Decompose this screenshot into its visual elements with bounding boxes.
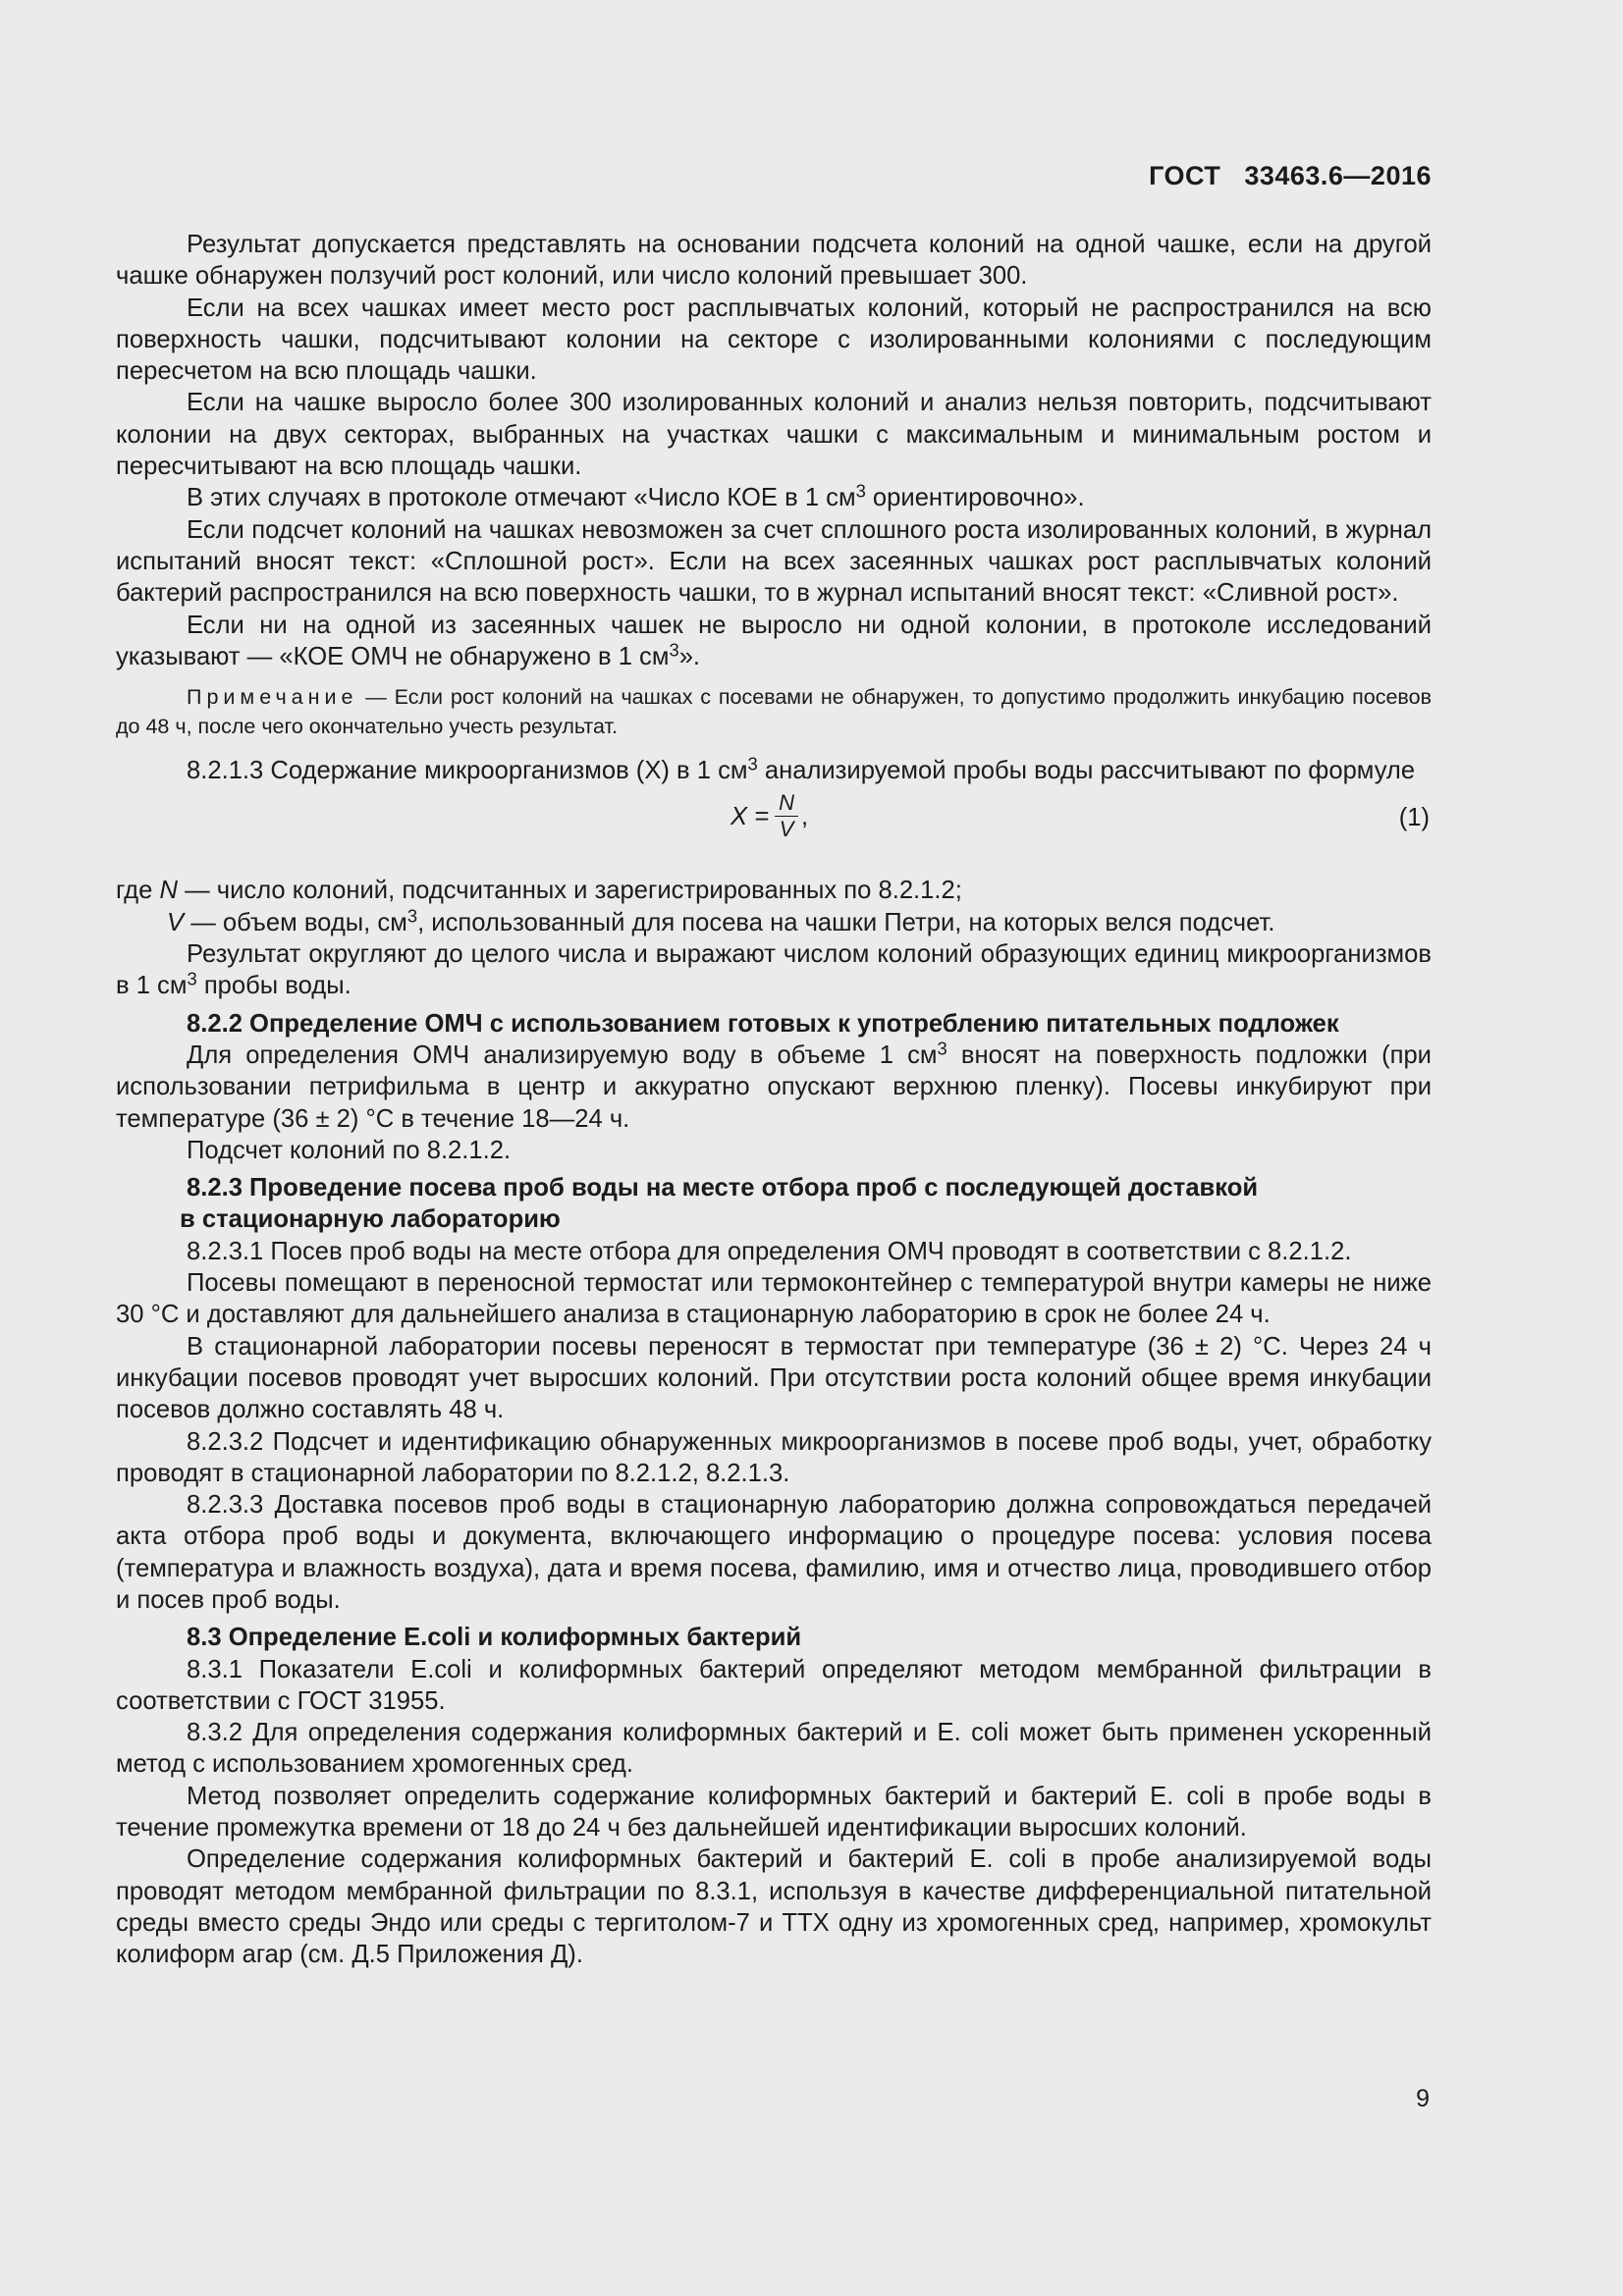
fraction xyxy=(775,790,798,842)
fraction-numerator: N xyxy=(775,790,798,817)
paragraph xyxy=(116,755,1432,786)
paragraph xyxy=(116,482,1432,513)
formula xyxy=(730,790,808,842)
formula-lhs: X = xyxy=(730,802,770,830)
paragraph: 8.3.2 Для определения содержания колиформных бактерий и E. coli может быть применен ускоренный метод с использованием хромогенных сред. xyxy=(116,1719,1432,1779)
formula-row xyxy=(116,790,1432,867)
formula-comma: , xyxy=(801,802,809,830)
variable: N xyxy=(159,877,178,905)
where-clause xyxy=(116,907,1432,938)
heading-line: 8.2.3 Проведение посева проб воды на месте отбора проб с последующей доставкой xyxy=(187,1174,1259,1202)
superscript: 3 xyxy=(855,481,866,503)
text-run: ориентировочно». xyxy=(865,484,1085,512)
note-text: — Если рост колоний на чашках с посевами не обнаружен, то допустимо продолжить инкубацию посевов до 48 ч, после чего окончательно учесть результат. xyxy=(116,685,1432,739)
superscript: 3 xyxy=(187,969,197,990)
paragraph: Метод позволяет определить содержание колиформных бактерий и бактерий E. coli в пробе воды в течение промежутка времени от 18 до 24 ч без дальнейшей идентификации выросших колоний. xyxy=(116,1782,1432,1842)
paragraph: Результат допускается представлять на основании подсчета колоний на одной чашке, если на другой чашке обнаружен ползучий рост колоний, или число колоний превышает 300. xyxy=(116,231,1432,291)
text-run: Если ни на одной из засеянных чашек не выросло ни одной колонии, в протоколе исследований указывают — «КОЕ ОМЧ не обнаружено в 1 см xyxy=(116,611,1432,670)
paragraph xyxy=(116,610,1432,673)
paragraph: 8.2.3.1 Посев проб воды на месте отбора для определения ОМЧ проводят в соответствии с 8.2.1.2. xyxy=(187,1237,1352,1265)
paragraph: Подсчет колоний по 8.2.1.2. xyxy=(187,1136,512,1164)
equation-number: (1) xyxy=(1398,804,1430,832)
document-body xyxy=(116,229,1432,1971)
text-run: 8.2.1.3 Содержание микроорганизмов (X) в 1 см xyxy=(187,757,748,785)
paragraph: 8.2.3.2 Подсчет и идентификацию обнаруженных микроорганизмов в посеве проб воды, учет, обработку проводят в стационарной лаборатории по 8.2.1.2, 8.2.1.3. xyxy=(116,1427,1432,1487)
text-run: анализируемой пробы воды рассчитывают по формуле xyxy=(757,757,1416,785)
superscript: 3 xyxy=(406,905,418,927)
paragraph: Если подсчет колоний на чашках невозможен за счет сплошного роста изолированных колоний, в журнал испытаний вносят текст: «Сплошной рост». Если на всех засеянных чашках рост расплывчатых колоний бактерий распространился на всю поверхность чашки, то в журнал испытаний вносят текст: «Сливной рост». xyxy=(116,515,1432,608)
variable: V xyxy=(167,908,185,936)
fraction-denominator: V xyxy=(779,817,794,842)
section-heading xyxy=(116,1172,1432,1236)
text-run: Результат округляют до целого числа и выражают числом колоний образующих единиц микроорганизмов в 1 см xyxy=(116,940,1432,1000)
paragraph: Посевы помещают в переносной термостат или термоконтейнер с температурой внутри камеры не ниже 30 °С и доставляют для дальнейшего анализа в стационарную лабораторию в срок не более 24 ч. xyxy=(116,1269,1432,1329)
section-heading: 8.2.2 Определение ОМЧ с использованием готовых к употреблению питательных подложек xyxy=(187,1009,1339,1038)
paragraph: Если на всех чашках имеет место рост расплывчатых колоний, который не распространился на всю поверхность чашки, подсчитывают колонии на секторе с изолированными колониями с последующим пересчетом на всю площадь чашки. xyxy=(116,294,1432,386)
paragraph: Если на чашке выросло более 300 изолированных колоний и анализ нельзя повторить, подсчитывают колонии на двух секторах, выбранных на участках чашки с максимальным и минимальным ростом и пересчитывают на всю площадь чашки. xyxy=(116,389,1432,481)
text-run: — объем воды, см xyxy=(184,908,407,936)
page-number: 9 xyxy=(1416,2085,1430,2112)
note xyxy=(116,682,1432,741)
note-label: Примечание xyxy=(187,685,358,710)
section-heading: 8.3 Определение E.coli и колиформных бактерий xyxy=(187,1624,802,1652)
where-clause xyxy=(116,875,1432,906)
text-run: — число колоний, подсчитанных и зарегистрированных по 8.2.1.2; xyxy=(177,877,962,905)
paragraph: 8.2.3.3 Доставка посевов проб воды в стационарную лабораторию должна сопровождаться передачей акта отбора проб воды и документа, включающего информацию о процедуре посева: условия посева (температура и влажность воздуха), дата и время посева, фамилию, имя и отчество лица, проводившего отбор и посев проб воды. xyxy=(116,1491,1432,1614)
text-run: вносят на поверхность подложки (при использовании петрифильма в центр и аккуратно опускают верхнюю пленку). Посевы инкубируют при температуре (36 ± 2) °С в течение 18—24 ч. xyxy=(116,1041,1432,1133)
paragraph xyxy=(116,1040,1432,1135)
text-run: где xyxy=(116,877,160,905)
paragraph: В стационарной лаборатории посевы переносят в термостат при температуре (36 ± 2) °С. Через 24 ч инкубации посевов проводят учет выросших колоний. При отсутствии роста колоний общее время инкубации посевов должно составлять 48 ч. xyxy=(116,1332,1432,1424)
superscript: 3 xyxy=(747,753,758,774)
superscript: 3 xyxy=(669,639,679,661)
text-run: Для определения ОМЧ анализируемую воду в объеме 1 см xyxy=(187,1041,938,1069)
text-run: В этих случаях в протоколе отмечают «Число КОЕ в 1 см xyxy=(187,484,856,512)
text-run: , использованный для посева на чашки Петри, на которых велся подсчет. xyxy=(417,908,1275,936)
paragraph xyxy=(116,938,1432,1002)
text-run: пробы воды. xyxy=(196,972,352,1000)
document-header: ГОСТ 33463.6—2016 xyxy=(1149,161,1432,190)
text-run: ». xyxy=(678,642,701,670)
superscript: 3 xyxy=(937,1038,947,1059)
paragraph: 8.3.1 Показатели E.coli и колиформных бактерий определяют методом мембранной фильтрации в соответствии с ГОСТ 31955. xyxy=(116,1655,1432,1715)
heading-line: в стационарную лабораторию xyxy=(180,1205,561,1234)
paragraph: Определение содержания колиформных бактерий и бактерий E. coli в пробе анализируемой воды проводят методом мембранной фильтрации по 8.3.1, используя в качестве дифференциальной питательной среды вместо среды Эндо или среды с тергитолом-7 и ТТХ одну из хромогенных сред, например, хромокульт колиформ агар (см. Д.5 Приложения Д). xyxy=(116,1845,1432,1969)
